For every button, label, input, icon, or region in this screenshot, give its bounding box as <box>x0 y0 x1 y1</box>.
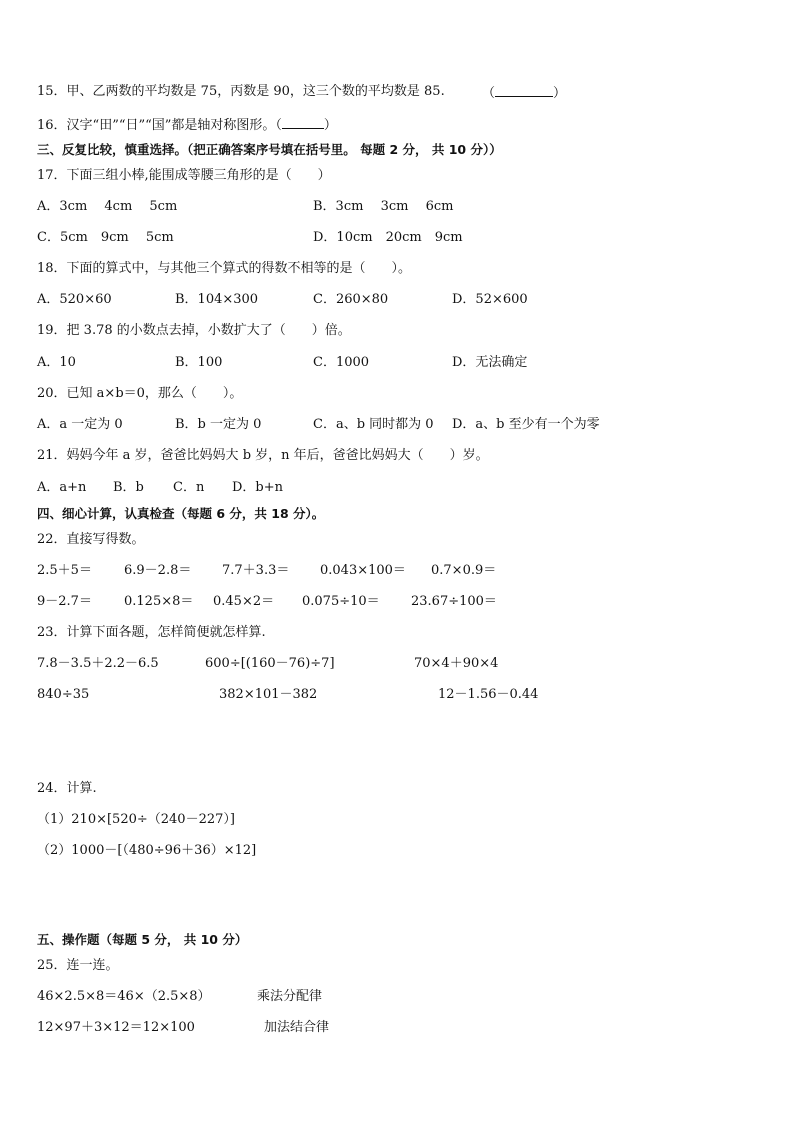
option-d[interactable]: D．b+n <box>232 480 284 495</box>
calc-item: 600÷[(160－76)÷7] <box>205 656 335 671</box>
answer-blank[interactable] <box>495 84 553 97</box>
option-b[interactable]: B．3cm 3cm 6cm <box>313 199 454 214</box>
question-15-answer: （ ） <box>482 86 567 101</box>
question-18-stem: 18．下面的算式中，与其他三个算式的得数不相等的是（ ）。 <box>37 261 412 276</box>
calc-item: 12－1.56－0.44 <box>438 687 539 702</box>
match-left-item[interactable]: 12×97＋3×12＝12×100 <box>37 1020 195 1035</box>
option-d[interactable]: D．a、b 至少有一个为零 <box>452 417 600 432</box>
question-16: 16．汉字“田”“日”“国”都是轴对称图形。（ ） <box>37 118 337 133</box>
calc-item: 0.075÷10＝ <box>302 594 380 609</box>
calc-item: 0.7×0.9＝ <box>431 563 497 578</box>
match-right-item[interactable]: 加法结合律 <box>264 1020 330 1035</box>
question-16-text: 16．汉字“田”“日”“国”都是轴对称图形。（ <box>37 118 282 133</box>
match-left-item[interactable]: 46×2.5×8＝46×（2.5×8） <box>37 989 211 1004</box>
calc-item: 2.5＋5＝ <box>37 563 92 578</box>
section-4-title: 四、细心计算，认真检查（每题 6 分，共 18 分）。 <box>37 506 325 521</box>
option-c[interactable]: C．5cm 9cm 5cm <box>37 230 174 245</box>
calc-item: 9－2.7＝ <box>37 594 92 609</box>
calc-item: 382×101－382 <box>219 687 318 702</box>
calc-item: 0.043×100＝ <box>320 563 406 578</box>
question-20-stem: 20．已知 a×b＝0，那么（ ）。 <box>37 386 243 401</box>
option-a[interactable]: A．3cm 4cm 5cm <box>37 199 178 214</box>
option-d[interactable]: D．无法确定 <box>452 355 528 370</box>
option-b[interactable]: B．b 一定为 0 <box>175 417 262 432</box>
question-21-stem: 21．妈妈今年 a 岁，爸爸比妈妈大 b 岁，n 年后，爸爸比妈妈大（ ）岁。 <box>37 448 489 463</box>
option-c[interactable]: C．n <box>173 480 205 495</box>
option-d[interactable]: D．52×600 <box>452 292 528 307</box>
option-b[interactable]: B．100 <box>175 355 223 370</box>
section-5-title: 五、操作题（每题 5 分， 共 10 分） <box>37 932 248 947</box>
calc-item: 23.67÷100＝ <box>411 594 497 609</box>
question-19-stem: 19．把 3.78 的小数点去掉，小数扩大了（ ）倍。 <box>37 323 351 338</box>
option-d[interactable]: D．10cm 20cm 9cm <box>313 230 463 245</box>
question-22-stem: 22．直接写得数。 <box>37 532 145 547</box>
match-right-item[interactable]: 乘法分配律 <box>257 989 323 1004</box>
option-a[interactable]: A．a+n <box>37 480 87 495</box>
option-a[interactable]: A．a 一定为 0 <box>37 417 123 432</box>
calc-item: （2）1000－[（480÷96＋36）×12] <box>37 843 257 858</box>
option-a[interactable]: A．520×60 <box>37 292 112 307</box>
question-17-stem: 17．下面三组小棒,能围成等腰三角形的是（ ） <box>37 168 331 183</box>
option-a[interactable]: A．10 <box>37 355 76 370</box>
calc-item: 70×4＋90×4 <box>414 656 499 671</box>
calc-item: 0.45×2＝ <box>213 594 275 609</box>
option-c[interactable]: C．260×80 <box>313 292 389 307</box>
option-b[interactable]: B．b <box>113 480 144 495</box>
calc-item: 7.8－3.5＋2.2－6.5 <box>37 656 159 671</box>
calc-item: （1）210×[520÷（240－227）] <box>37 812 235 827</box>
question-25-stem: 25．连一连。 <box>37 958 119 973</box>
calc-item: 7.7＋3.3＝ <box>222 563 290 578</box>
option-c[interactable]: C．1000 <box>313 355 370 370</box>
question-24-stem: 24．计算. <box>37 781 97 796</box>
section-3-title: 三、反复比较，慎重选择。（把正确答案序号填在括号里。 每题 2 分， 共 10 分）） <box>37 142 502 157</box>
calc-item: 0.125×8＝ <box>124 594 194 609</box>
answer-blank[interactable] <box>282 116 324 129</box>
question-23-stem: 23．计算下面各题，怎样简便就怎样算. <box>37 625 266 640</box>
calc-item: 840÷35 <box>37 687 90 702</box>
calc-item: 6.9－2.8＝ <box>124 563 192 578</box>
question-15 <box>37 84 445 100</box>
question-15-text: 15．甲、乙两数的平均数是 75，丙数是 90，这三个数的平均数是 85. <box>37 84 445 99</box>
option-b[interactable]: B．104×300 <box>175 292 259 307</box>
option-c[interactable]: C．a、b 同时都为 0 <box>313 417 434 432</box>
